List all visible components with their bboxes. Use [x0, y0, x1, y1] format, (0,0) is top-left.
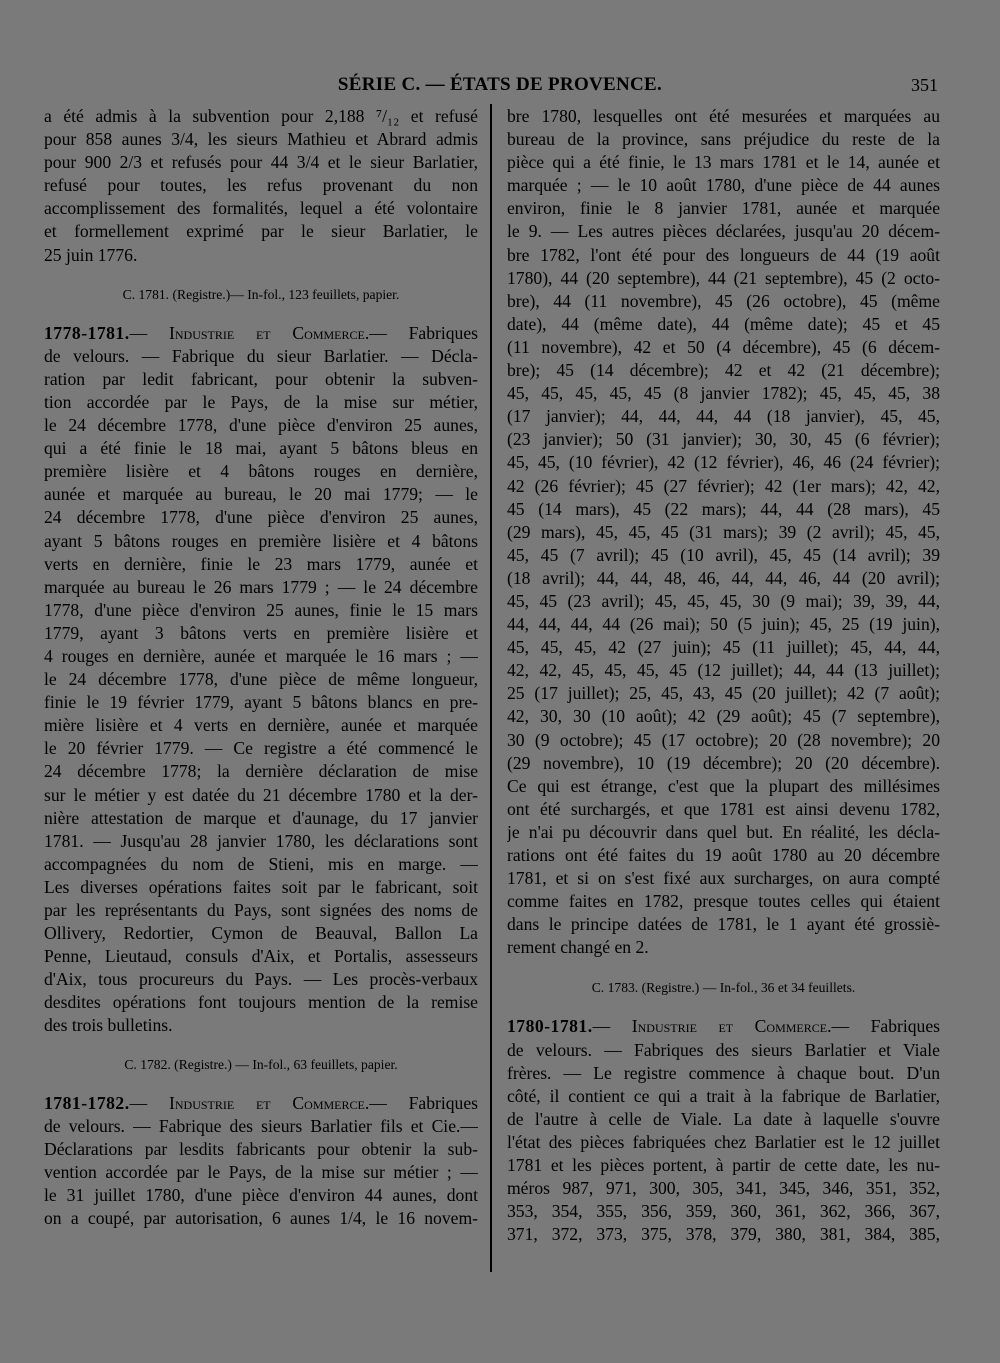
text-line: Les diverses opérations faites soit par le fabricant, soit [44, 876, 478, 897]
text-line: 371, 372, 373, 375, 378, 379, 380, 381, 384, 385, [507, 1224, 940, 1245]
text-line: a été admis à la subvention pour 2,188 ⁷/₁₂ et refusé [44, 106, 478, 126]
text-line: ration par ledit fabricant, pour obtenir la subven- [44, 368, 478, 389]
text-line: (11 novembre), 42 et 50 (4 décembre), 45 (6 décem- [507, 336, 940, 357]
text-line: le 24 décembre 1778, d'une pièce de même longueur, [44, 669, 478, 690]
text-line: le 20 février 1779. — Ce registre a été commencé le [44, 738, 478, 759]
entry-c1783 [507, 1015, 940, 1246]
text-line: Ollivery, Redortier, Cymon de Beauval, Ballon La [44, 923, 478, 944]
text-line: accompagnées du nom de Stieni, mis en marge. — [44, 853, 478, 874]
text-line: 45, 45 (23 avril); 45, 45, 45, 30 (9 mai); 39, 39, 44, [507, 590, 940, 611]
text-line: ont été surchargés, et que 1781 est ainsi devenu 1782, [507, 798, 940, 819]
text-line: 1780), 44 (20 septembre), 44 (21 septembre), 45 (2 octo- [507, 267, 940, 288]
text-line: 25 juin 1776. [44, 244, 138, 265]
entry-c1782 [44, 1092, 478, 1231]
text-line: 45 (14 mars), 45 (22 mars); 44, 44 (28 mars), 45 [507, 498, 940, 519]
entry-year: 1780-1781. [507, 1016, 593, 1037]
entry-body [44, 1115, 478, 1230]
text-line: Penne, Lieutaud, consuls d'Aix, et Portalis, assesseurs [44, 946, 478, 967]
entry-body [44, 345, 478, 1038]
text-line: aunée et marquée au bureau, le 20 mai 1779; — le [44, 484, 478, 505]
text-line: marquée au bureau le 26 mars 1779 ; — le 24 décembre [44, 576, 478, 597]
text-line: 24 décembre 1778; la dernière déclaration de mise [44, 761, 478, 782]
text-line: 45, 45, 45, 42 (27 juin); 45 (11 juillet); 45, 44, 44, [507, 637, 940, 658]
text-line: finie le 19 février 1779, ayant 5 bâtons blancs en pre- [44, 692, 478, 713]
entry-subject: Industrie et Commerce. [631, 1016, 832, 1037]
text-line: 1781 et les pièces portent, à partir de cette date, les nu- [507, 1155, 940, 1176]
text-line: de velours. — Fabriques des sieurs Barlatier et Viale [507, 1039, 940, 1060]
text-line: 353, 354, 355, 356, 359, 360, 361, 362, 366, 367, [507, 1201, 940, 1222]
text-line: de velours. — Fabrique du sieur Barlatier. — Décla- [44, 345, 478, 366]
text-line: sur le métier y est datée du 21 décembre 1780 et la der- [44, 784, 478, 805]
text-line: bre); 45 (14 décembre); 42 et 42 (21 décembre); [507, 360, 940, 381]
text-line: de velours. — Fabrique des sieurs Barlatier fils et Cie.— [44, 1115, 478, 1136]
text-line: 4 rouges en dernière, aunée et marquée le 16 mars ; — [44, 645, 478, 666]
page-header [0, 74, 1000, 100]
entry-subject: Industrie et Commerce. [169, 322, 370, 343]
text-line: le 9. — Les autres pièces déclarées, jusqu'au 20 décem- [507, 221, 940, 242]
text-line: 1778, d'une pièce d'environ 25 aunes, finie le 15 mars [44, 599, 478, 620]
text-line: 1781. — Jusqu'au 28 janvier 1780, les déclarations sont [44, 830, 478, 851]
text-line: par les représentants du Pays, sont signées des noms de [44, 900, 478, 920]
text-line: date), 44 (même date), 44 (même date); 45 et 45 [507, 313, 940, 334]
text-line: 24 décembre 1778, d'une pièce d'environ 25 aunes, [44, 507, 478, 528]
text-line: méros 987, 971, 300, 305, 341, 345, 346, 351, 352, [507, 1178, 940, 1199]
entry-heading: 1778-1781.— Industrie et Commerce.— Fabriques [44, 322, 478, 343]
text-line: rement changé en 2. [507, 937, 649, 958]
archive-citation: C. 1782. (Registre.) — In-fol., 63 feuillets, papier. [124, 1056, 398, 1072]
text-line: (29 novembre), 10 (19 décembre); 20 (20 décembre). [507, 752, 940, 773]
text-line: 42, 42, 45, 45, 45, 45 (12 juillet); 44, 44 (13 juillet); [507, 660, 940, 681]
entry-year: 1778-1781. [44, 322, 130, 343]
archive-citation: C. 1781. (Registre.)— In-fol., 123 feuillets, papier. [122, 286, 400, 302]
text-line: qui a été finie le 18 mai, ayant 5 bâtons bleus en [44, 438, 478, 459]
entry-body-continuation [507, 105, 940, 959]
text-line: dans le principe datées de 1781, le 1 ayant été grossiè- [507, 914, 940, 935]
text-line: accomplissement des formalités, lequel a été volontaire [44, 198, 478, 219]
text-line: 42, 30, 30 (10 août); 42 (29 août); 45 (7 septembre), [507, 706, 940, 727]
text-line: de l'autre à celle de Viale. La date à laquelle s'ouvre [507, 1108, 940, 1129]
text-line: refusé pour toutes, les refus provenant du non [44, 175, 478, 196]
text-line: Déclarations par lesdits fabricants pour obtenir la sub- [44, 1138, 478, 1159]
left-column [44, 105, 478, 1230]
text-line: 1779, ayant 3 bâtons verts en première lisière et [44, 622, 478, 643]
paragraph-continuation [44, 105, 478, 267]
text-line: bre 1780, lesquelles ont été mesurées et marquées au [507, 106, 940, 126]
text-line: frères. — Le registre commence à chaque bout. D'un [507, 1062, 940, 1083]
text-line: marquée ; — le 10 août 1780, d'une pièce de 44 aunes [507, 175, 940, 196]
text-line: verts en dernière, finie le 23 mars 1779, aunée et [44, 553, 478, 574]
text-line: le 31 juillet 1780, d'une pièce d'environ 44 aunes, dont [44, 1184, 478, 1205]
text-line: 30 (9 octobre); 45 (17 octobre); 20 (28 novembre); 20 [507, 729, 940, 750]
text-line: comme faites en 1782, presque toutes celles qui étaient [507, 891, 940, 912]
running-title: SÉRIE C. — ÉTATS DE PROVENCE. [337, 74, 663, 95]
text-line: mière lisière et 4 verts en dernière, aunée et marquée [44, 715, 478, 736]
text-line: nière attestation de marque et d'aunage, du 17 janvier [44, 807, 478, 828]
text-line: (29 mars), 45, 45, 45 (31 mars); 39 (2 avril); 45, 45, [507, 521, 940, 542]
text-line: Ce qui est étrange, c'est que la plupart des millésimes [507, 775, 940, 796]
text-line: 44, 44, 44, 44 (26 mai); 50 (5 juin); 45, 25 (19 juin), [507, 614, 940, 635]
entry-heading: 1781-1782.— Industrie et Commerce.— Fabriques [44, 1092, 478, 1113]
text-line: et formellement exprimé par le sieur Barlatier, le [44, 221, 478, 242]
entry-year: 1781-1782. [44, 1092, 130, 1113]
text-line: l'état des pièces fabriquées chez Barlatier est le 12 juillet [507, 1131, 940, 1152]
page-number: 351 [911, 75, 938, 95]
text-line: tion accordée par le Pays, de la mise sur métier, [44, 391, 478, 412]
text-line: desdites opérations font toujours mention de la remise [44, 992, 478, 1013]
text-line: 45, 45, (10 février), 42 (12 février), 46, 46 (24 février); [507, 452, 940, 473]
text-line: 42 (26 février); 45 (27 février); 42 (1er mars); 42, 42, [507, 475, 940, 496]
text-line: pour 900 2/3 et refusés pour 44 3/4 et le sieur Barlatier, [44, 152, 478, 173]
entry-c1781 [44, 322, 478, 1038]
text-line: première lisière et 4 bâtons rouges en dernière, [44, 461, 478, 482]
text-line: je n'ai pu découvrir dans quel but. En réalité, les décla- [507, 821, 940, 842]
text-line: (23 janvier); 50 (31 janvier); 30, 30, 45 (6 février); [507, 429, 940, 450]
text-line: 1781, et si on s'est fixé aux surcharges, on aura compté [507, 868, 940, 889]
right-column [507, 105, 940, 1246]
entry-subject: Industrie et Commerce. [169, 1092, 370, 1113]
entry-heading: 1780-1781.— Industrie et Commerce.— Fabriques [507, 1016, 940, 1037]
text-line: pour 858 aunes 3/4, les sieurs Mathieu et Abrard admis [44, 129, 478, 150]
text-line: environ, finie le 8 janvier 1781, aunée et marquée [507, 198, 940, 219]
text-line: des trois bulletins. [44, 1015, 173, 1036]
entry-body [507, 1039, 940, 1247]
text-line: 45, 45 (7 avril); 45 (10 avril), 45, 45 (14 avril); 39 [507, 544, 940, 565]
text-line: côté, il contient ce qui a trait à la fabrique de Barlatier, [507, 1085, 940, 1106]
text-line: d'Aix, tous procureurs du Pays. — Les procès-verbaux [44, 969, 478, 990]
text-line: bre), 44 (11 novembre), 45 (26 octobre), 45 (même [507, 290, 940, 311]
text-line: vention accordée par le Pays, de la mise sur métier ; — [44, 1161, 478, 1182]
text-line: on a coupé, par autorisation, 6 aunes 1/4, le 16 novem- [44, 1208, 478, 1229]
text-line: pièce qui a été finie, le 13 mars 1781 et le 14, aunée et [507, 152, 940, 173]
text-line: ayant 5 bâtons rouges en première lisière et 4 bâtons [44, 530, 478, 551]
archive-citation: C. 1783. (Registre.) — In-fol., 36 et 34 feuillets. [591, 980, 856, 996]
text-line: (17 janvier); 44, 44, 44, 44 (18 janvier), 45, 45, [507, 406, 940, 427]
text-line: bureau de la province, sans préjudice du reste de la [507, 129, 940, 150]
text-line: 25 (17 juillet); 25, 45, 43, 45 (20 juillet); 42 (7 août); [507, 683, 940, 704]
text-line: bre 1782, l'ont été pour des longueurs de 44 (19 août [507, 244, 940, 265]
text-line: rations ont été faites du 19 août 1780 au 20 décembre [507, 845, 940, 865]
text-line: le 24 décembre 1778, d'une pièce d'environ 25 aunes, [44, 415, 478, 436]
column-divider [490, 104, 492, 1272]
text-line: (18 avril); 44, 44, 48, 46, 44, 44, 46, 44 (20 avril); [507, 567, 940, 588]
text-line: 45, 45, 45, 45, 45 (8 janvier 1782); 45, 45, 45, 38 [507, 383, 940, 404]
